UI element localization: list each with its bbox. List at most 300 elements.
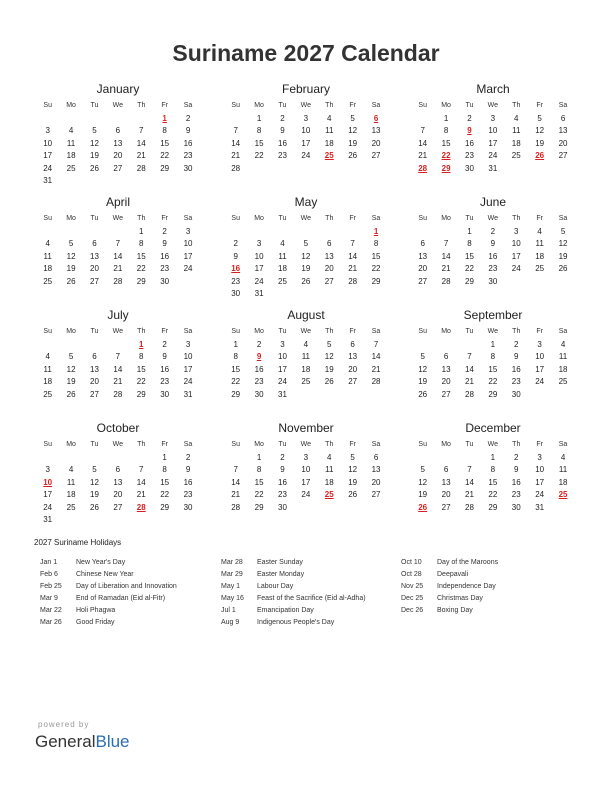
weekday-label: Th — [325, 441, 334, 448]
weekday-label: We — [112, 102, 124, 109]
day-cell: 10 — [43, 138, 53, 148]
weekday-label: Sa — [183, 215, 193, 222]
day-cell: 26 — [301, 276, 311, 286]
weekday-label: We — [300, 102, 312, 109]
weekday-label: Th — [325, 102, 334, 109]
day-cell: 8 — [443, 126, 449, 135]
holiday-date: Oct 10 — [401, 559, 422, 566]
day-cell: 30 — [160, 389, 170, 399]
day-cell: 12 — [90, 477, 99, 487]
day-cell: 27 — [348, 377, 358, 386]
day-cell: 23 — [183, 151, 193, 160]
day-cell: 24 — [511, 264, 521, 273]
day-cell: 1 — [467, 226, 472, 236]
holiday-row — [40, 557, 220, 569]
day-cell: 15 — [160, 477, 170, 487]
month-days-grid — [411, 213, 575, 288]
day-cell: 19 — [558, 251, 568, 261]
day-cell: 8 — [467, 239, 472, 248]
holiday-row — [40, 569, 220, 581]
empty-cell — [411, 113, 434, 126]
weekday-label: Fr — [161, 441, 168, 448]
day-cell: 11 — [66, 138, 76, 148]
day-cell: 13 — [371, 126, 381, 135]
day-cell: 14 — [136, 477, 146, 487]
day-cell: 22 — [160, 490, 170, 499]
month-name: November — [278, 421, 334, 435]
day-cell: 24 — [278, 377, 287, 386]
day-cell: 19 — [348, 138, 358, 148]
day-cell: 16 — [511, 477, 521, 487]
day-cell: 27 — [324, 276, 334, 286]
day-cell: 7 — [350, 239, 355, 248]
day-cell: 16 — [183, 477, 193, 487]
day-cell: 27 — [113, 163, 123, 173]
weekday-label: Mo — [441, 441, 451, 448]
weekday-label: Tu — [278, 102, 287, 109]
day-cell: 16 — [278, 138, 287, 148]
day-cell: 3 — [490, 113, 496, 123]
day-cell: 6 — [443, 465, 449, 474]
day-cell: 2 — [467, 113, 472, 123]
day-cell: 19 — [66, 377, 76, 386]
month-days-grid — [411, 326, 575, 401]
day-cell: 1 — [256, 113, 262, 123]
day-cell: 8 — [139, 239, 144, 248]
day-cell: 22 — [136, 264, 146, 273]
day-cell: 29 — [160, 502, 170, 512]
empty-cell — [224, 452, 247, 465]
empty-cell — [341, 226, 364, 239]
holiday-date: Aug 9 — [221, 619, 240, 626]
day-cell: 27 — [441, 389, 451, 399]
day-cell: 20 — [441, 490, 451, 499]
weekday-label: Mo — [254, 328, 264, 335]
day-cell: 8 — [162, 465, 167, 474]
day-cell: 12 — [418, 477, 428, 487]
day-cell: 17 — [278, 364, 287, 374]
day-cell: 8 — [162, 126, 167, 135]
day-cell: 27 — [558, 151, 568, 160]
day-cell: 25 — [66, 163, 76, 173]
holiday-day: 28 — [136, 502, 146, 512]
day-cell: 18 — [66, 151, 76, 160]
weekday-label: Th — [137, 215, 146, 222]
day-cell: 16 — [488, 251, 498, 261]
day-cell: 18 — [43, 377, 53, 386]
day-cell: 21 — [231, 151, 241, 160]
day-cell: 19 — [66, 264, 76, 273]
month-name: July — [107, 308, 129, 322]
day-cell: 3 — [45, 126, 50, 135]
empty-cell — [434, 339, 457, 352]
holiday-name: Labour Day — [257, 583, 294, 590]
day-cell: 18 — [558, 364, 568, 374]
holiday-row — [40, 581, 220, 593]
weekday-label: We — [487, 215, 499, 222]
day-cell: 25 — [66, 502, 76, 512]
holiday-date: Mar 28 — [221, 559, 243, 566]
day-cell: 23 — [511, 377, 521, 386]
day-cell: 20 — [113, 151, 123, 160]
holiday-name: Day of Liberation and Innovation — [76, 583, 177, 590]
day-cell: 22 — [371, 264, 381, 273]
day-cell: 12 — [301, 251, 311, 261]
month-december — [411, 421, 575, 514]
day-cell: 28 — [113, 276, 123, 286]
day-cell: 28 — [348, 276, 358, 286]
weekday-label: Th — [512, 328, 521, 335]
day-cell: 29 — [136, 389, 146, 399]
day-cell: 13 — [113, 477, 123, 487]
day-cell: 12 — [418, 364, 428, 374]
day-cell: 5 — [68, 239, 74, 248]
weekday-label: Mo — [66, 328, 76, 335]
holiday-day: 10 — [43, 477, 53, 487]
weekday-label: Sa — [183, 441, 193, 448]
weekday-label: We — [300, 215, 312, 222]
day-cell: 2 — [514, 339, 519, 349]
weekday-label: Su — [418, 441, 427, 448]
empty-cell — [458, 339, 481, 352]
day-cell: 6 — [115, 126, 121, 135]
holiday-row — [401, 593, 581, 605]
day-cell: 20 — [371, 138, 381, 148]
day-cell: 11 — [66, 477, 76, 487]
day-cell: 18 — [511, 138, 521, 148]
day-cell: 7 — [115, 352, 121, 361]
day-cell: 4 — [303, 339, 309, 349]
weekday-label: Th — [137, 328, 146, 335]
day-cell: 3 — [280, 339, 285, 349]
brand-logo[interactable] — [35, 732, 130, 752]
day-cell: 27 — [371, 490, 381, 499]
weekday-label: Tu — [90, 102, 99, 109]
day-cell: 8 — [139, 352, 144, 361]
weekday-label: Fr — [536, 328, 543, 335]
day-cell: 31 — [183, 389, 193, 399]
empty-cell — [36, 452, 59, 465]
day-cell: 24 — [43, 163, 53, 173]
day-cell: 27 — [113, 502, 123, 512]
day-cell: 8 — [490, 352, 496, 361]
weekday-label: Su — [43, 441, 52, 448]
holiday-name: Easter Sunday — [257, 559, 303, 566]
day-cell: 5 — [420, 352, 425, 361]
day-cell: 18 — [301, 364, 311, 374]
day-cell: 17 — [535, 364, 545, 374]
day-cell: 30 — [278, 502, 287, 512]
day-cell: 24 — [301, 490, 311, 499]
day-cell: 26 — [66, 276, 76, 286]
day-cell: 5 — [420, 465, 425, 474]
day-cell: 16 — [511, 364, 521, 374]
day-cell: 12 — [348, 126, 358, 135]
day-cell: 11 — [558, 465, 568, 474]
day-cell: 15 — [231, 364, 241, 374]
holiday-date: Dec 26 — [401, 607, 424, 614]
holiday-name: Boxing Day — [437, 607, 473, 614]
day-cell: 4 — [327, 452, 332, 462]
day-cell: 14 — [441, 251, 451, 261]
day-cell: 14 — [465, 477, 474, 487]
empty-cell — [106, 452, 129, 465]
day-cell: 24 — [535, 377, 545, 386]
holiday-name: Feast of the Sacrifice (Eid al-Adha) — [257, 595, 366, 602]
empty-cell — [458, 452, 481, 465]
day-cell: 29 — [465, 276, 474, 286]
month-august — [224, 308, 388, 401]
day-cell: 22 — [488, 490, 498, 499]
day-cell: 5 — [327, 339, 332, 349]
day-cell: 26 — [90, 163, 99, 173]
weekday-label: Th — [512, 215, 521, 222]
weekday-label: Tu — [465, 328, 474, 335]
powered-by-text: powered by — [38, 720, 90, 729]
day-cell: 18 — [278, 264, 287, 273]
day-cell: 6 — [92, 239, 97, 248]
day-cell: 19 — [418, 377, 428, 386]
day-cell: 11 — [43, 364, 52, 374]
holiday-row — [401, 605, 581, 617]
day-cell: 30 — [465, 163, 474, 173]
day-cell: 10 — [254, 251, 264, 261]
day-cell: 2 — [256, 339, 262, 349]
day-cell: 24 — [183, 377, 193, 386]
holiday-date: Oct 28 — [401, 571, 422, 578]
holiday-date: May 16 — [221, 595, 244, 602]
weekday-label: Su — [231, 215, 240, 222]
month-days-grid — [224, 326, 388, 401]
day-cell: 17 — [301, 138, 311, 148]
day-cell: 13 — [90, 251, 99, 261]
holidays-title: 2027 Suriname Holidays — [34, 538, 122, 547]
holiday-column — [401, 557, 581, 617]
weekday-label: Fr — [536, 441, 543, 448]
weekday-label: Tu — [90, 441, 99, 448]
day-cell: 7 — [139, 126, 144, 135]
day-cell: 2 — [162, 339, 167, 349]
day-cell: 21 — [113, 264, 123, 273]
empty-cell — [247, 226, 270, 239]
weekday-label: Tu — [90, 328, 99, 335]
day-cell: 13 — [558, 126, 568, 135]
day-cell: 11 — [325, 465, 334, 474]
day-cell: 20 — [90, 264, 99, 273]
day-cell: 9 — [280, 465, 285, 474]
day-cell: 3 — [185, 226, 191, 236]
day-cell: 28 — [231, 502, 241, 512]
day-cell: 26 — [348, 490, 358, 499]
holiday-row — [40, 593, 220, 605]
day-cell: 3 — [45, 465, 50, 474]
brand-blue: Blue — [95, 732, 130, 751]
empty-cell — [36, 226, 59, 239]
day-cell: 10 — [488, 126, 498, 135]
day-cell: 16 — [160, 364, 170, 374]
day-cell: 16 — [160, 251, 170, 261]
day-cell: 22 — [231, 377, 241, 386]
day-cell: 27 — [90, 276, 99, 286]
day-cell: 11 — [512, 126, 521, 135]
empty-cell — [59, 113, 82, 126]
day-cell: 24 — [301, 151, 311, 160]
day-cell: 17 — [511, 251, 521, 261]
holiday-day: 25 — [324, 490, 334, 499]
day-cell: 15 — [254, 138, 264, 148]
day-cell: 25 — [535, 264, 545, 273]
month-days-grid — [411, 439, 575, 514]
day-cell: 22 — [160, 151, 170, 160]
day-cell: 25 — [43, 276, 53, 286]
month-days-grid — [224, 100, 388, 175]
holiday-name: Deepavali — [437, 571, 469, 578]
weekday-label: Fr — [349, 215, 356, 222]
day-cell: 6 — [420, 239, 425, 248]
month-name: May — [294, 195, 318, 209]
day-cell: 4 — [68, 126, 74, 135]
month-name: October — [96, 421, 140, 435]
day-cell: 9 — [514, 352, 519, 361]
holiday-day: 9 — [256, 352, 262, 361]
day-cell: 30 — [231, 289, 241, 298]
day-cell: 4 — [560, 452, 566, 462]
weekday-label: We — [112, 328, 124, 335]
day-cell: 17 — [535, 477, 545, 487]
day-cell: 12 — [558, 239, 568, 248]
day-cell: 9 — [490, 239, 496, 248]
day-cell: 5 — [350, 452, 355, 462]
month-march — [411, 82, 575, 175]
holiday-day: 1 — [373, 226, 379, 236]
day-cell: 17 — [183, 251, 193, 261]
empty-cell — [271, 226, 294, 239]
day-cell: 22 — [254, 151, 264, 160]
weekday-label: Th — [512, 102, 521, 109]
day-cell: 21 — [418, 151, 428, 160]
day-cell: 21 — [348, 264, 358, 273]
day-cell: 18 — [558, 477, 568, 487]
day-cell: 6 — [443, 352, 449, 361]
day-cell: 21 — [231, 490, 241, 499]
day-cell: 22 — [254, 490, 264, 499]
empty-cell — [130, 452, 153, 465]
weekday-label: Fr — [161, 102, 168, 109]
day-cell: 3 — [303, 113, 309, 123]
day-cell: 4 — [280, 239, 285, 248]
day-cell: 18 — [324, 477, 334, 487]
day-cell: 30 — [160, 276, 170, 286]
empty-cell — [36, 113, 59, 126]
day-cell: 4 — [537, 226, 542, 236]
empty-cell — [59, 226, 82, 239]
day-cell: 8 — [233, 352, 238, 361]
weekday-label: Sa — [558, 215, 568, 222]
day-cell: 14 — [231, 477, 241, 487]
month-days-grid — [411, 100, 575, 175]
day-cell: 3 — [185, 339, 191, 349]
day-cell: 9 — [280, 126, 285, 135]
weekday-label: Sa — [183, 328, 193, 335]
day-cell: 2 — [514, 452, 519, 462]
empty-cell — [318, 226, 341, 239]
month-days-grid — [224, 213, 388, 301]
day-cell: 23 — [278, 151, 287, 160]
empty-cell — [411, 452, 434, 465]
day-cell: 14 — [465, 364, 474, 374]
holiday-date: Jul 1 — [221, 607, 236, 614]
empty-cell — [224, 113, 247, 126]
month-name: September — [463, 308, 523, 322]
holiday-date: Nov 25 — [401, 583, 424, 590]
day-cell: 6 — [115, 465, 121, 474]
day-cell: 24 — [535, 490, 545, 499]
day-cell: 7 — [443, 239, 449, 248]
day-cell: 19 — [301, 264, 311, 273]
weekday-label: Tu — [278, 441, 287, 448]
day-cell: 10 — [301, 465, 311, 474]
day-cell: 1 — [162, 452, 167, 462]
day-cell: 20 — [90, 377, 99, 386]
holiday-date: May 1 — [221, 583, 241, 590]
day-cell: 15 — [254, 477, 264, 487]
day-cell: 19 — [90, 151, 99, 160]
day-cell: 2 — [185, 113, 191, 123]
day-cell: 7 — [467, 352, 472, 361]
holiday-row — [40, 605, 220, 617]
day-cell: 19 — [324, 364, 334, 374]
day-cell: 3 — [303, 452, 309, 462]
holiday-name: Good Friday — [76, 619, 115, 626]
holiday-date: Dec 25 — [401, 595, 424, 602]
day-cell: 21 — [371, 364, 381, 374]
day-cell: 15 — [371, 251, 381, 261]
day-cell: 14 — [371, 352, 381, 361]
weekday-label: We — [300, 328, 312, 335]
day-cell: 21 — [465, 377, 474, 386]
weekday-label: Mo — [441, 102, 451, 109]
day-cell: 21 — [136, 151, 146, 160]
day-cell: 19 — [418, 490, 428, 499]
month-july — [36, 308, 200, 401]
holiday-row — [221, 569, 401, 581]
holiday-date: Mar 26 — [40, 619, 62, 626]
weekday-label: Mo — [254, 102, 264, 109]
day-cell: 1 — [443, 113, 449, 123]
day-cell: 15 — [160, 138, 170, 148]
day-cell: 4 — [45, 239, 50, 248]
day-cell: 28 — [231, 163, 241, 173]
page-title: Suriname 2027 Calendar — [172, 40, 440, 66]
day-cell: 9 — [162, 352, 167, 361]
day-cell: 7 — [233, 126, 238, 135]
month-name: March — [476, 82, 510, 96]
day-cell: 10 — [183, 352, 193, 361]
weekday-label: Mo — [254, 441, 264, 448]
day-cell: 14 — [136, 138, 146, 148]
day-cell: 20 — [348, 364, 358, 374]
weekday-label: Fr — [349, 328, 356, 335]
holiday-row — [221, 617, 401, 629]
day-cell: 11 — [535, 239, 544, 248]
day-cell: 8 — [490, 465, 496, 474]
holiday-row — [221, 605, 401, 617]
day-cell: 13 — [324, 251, 334, 261]
month-name: February — [281, 82, 331, 96]
holiday-date: Feb 25 — [40, 583, 62, 590]
day-cell: 9 — [185, 465, 191, 474]
weekday-label: We — [300, 441, 312, 448]
